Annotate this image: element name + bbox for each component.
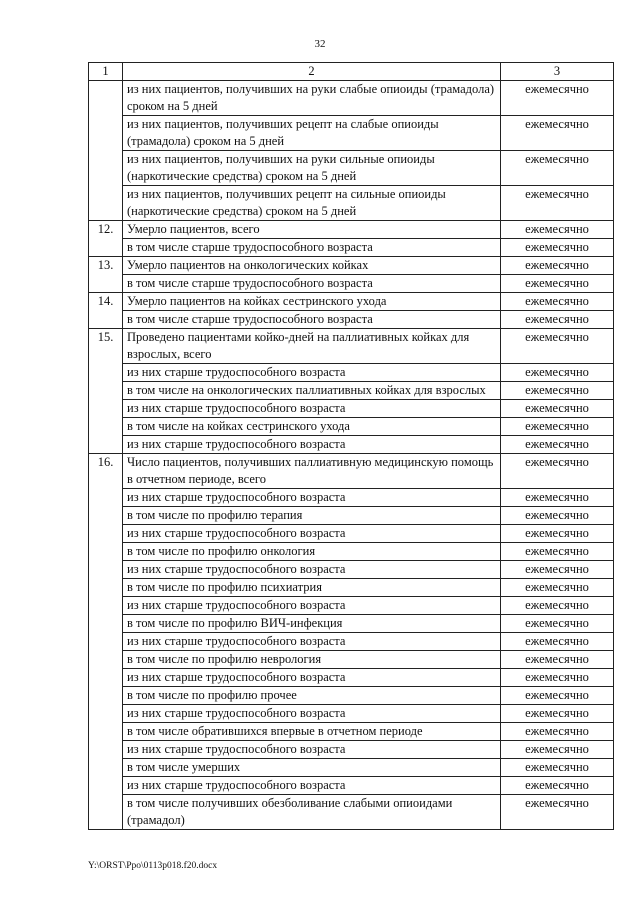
row-number: 12. <box>89 221 123 257</box>
table-row <box>89 454 614 489</box>
column-header-2: 2 <box>123 63 501 81</box>
indicator-text: из них старше трудоспособного возраста <box>123 597 501 615</box>
table-row <box>89 81 614 116</box>
table-row <box>89 221 614 239</box>
frequency-cell: ежемесячно <box>501 382 614 400</box>
frequency-cell: ежемесячно <box>501 116 614 151</box>
indicator-text: из них старше трудоспособного возраста <box>123 525 501 543</box>
table-row <box>89 116 614 151</box>
indicator-text: из них старше трудоспособного возраста <box>123 669 501 687</box>
table-row <box>89 364 614 382</box>
indicator-text: в том числе на койках сестринского ухода <box>123 418 501 436</box>
table-header-row <box>89 63 614 81</box>
table-row <box>89 186 614 221</box>
frequency-cell: ежемесячно <box>501 777 614 795</box>
frequency-cell: ежемесячно <box>501 257 614 275</box>
frequency-cell: ежемесячно <box>501 795 614 830</box>
table-row <box>89 561 614 579</box>
frequency-cell: ежемесячно <box>501 579 614 597</box>
table-row <box>89 651 614 669</box>
table-row <box>89 669 614 687</box>
table-row <box>89 723 614 741</box>
row-number: 15. <box>89 329 123 454</box>
row-number: 14. <box>89 293 123 329</box>
table-row <box>89 507 614 525</box>
frequency-cell: ежемесячно <box>501 759 614 777</box>
frequency-cell: ежемесячно <box>501 293 614 311</box>
indicator-text: из них старше трудоспособного возраста <box>123 777 501 795</box>
indicator-text: в том числе старше трудоспособного возраста <box>123 311 501 329</box>
table-row <box>89 151 614 186</box>
indicator-text: из них старше трудоспособного возраста <box>123 561 501 579</box>
table-row <box>89 579 614 597</box>
frequency-cell: ежемесячно <box>501 633 614 651</box>
indicator-text: Проведено пациентами койко-дней на паллиативных койках для взрослых, всего <box>123 329 501 364</box>
table-row <box>89 418 614 436</box>
frequency-cell: ежемесячно <box>501 364 614 382</box>
row-number: 13. <box>89 257 123 293</box>
frequency-cell: ежемесячно <box>501 311 614 329</box>
table-row <box>89 293 614 311</box>
frequency-cell: ежемесячно <box>501 400 614 418</box>
frequency-cell: ежемесячно <box>501 186 614 221</box>
indicator-text: Число пациентов, получивших паллиативную медицинскую помощь в отчетном периоде, всего <box>123 454 501 489</box>
row-number: 16. <box>89 454 123 830</box>
indicator-text: из них старше трудоспособного возраста <box>123 633 501 651</box>
indicator-text: из них пациентов, получивших на руки слабые опиоиды (трамадола) сроком на 5 дней <box>123 81 501 116</box>
frequency-cell: ежемесячно <box>501 329 614 364</box>
table-row <box>89 239 614 257</box>
frequency-cell: ежемесячно <box>501 651 614 669</box>
indicator-text: в том числе старше трудоспособного возраста <box>123 239 501 257</box>
indicator-text: из них старше трудоспособного возраста <box>123 741 501 759</box>
frequency-cell: ежемесячно <box>501 221 614 239</box>
indicator-text: в том числе по профилю психиатрия <box>123 579 501 597</box>
table-row <box>89 311 614 329</box>
indicator-text: из них пациентов, получивших рецепт на сильные опиоиды (наркотические средства) сроком на 5 дней <box>123 186 501 221</box>
table-row <box>89 489 614 507</box>
frequency-cell: ежемесячно <box>501 741 614 759</box>
indicator-text: в том числе по профилю прочее <box>123 687 501 705</box>
frequency-cell: ежемесячно <box>501 489 614 507</box>
table-row <box>89 436 614 454</box>
indicator-text: в том числе по профилю ВИЧ-инфекция <box>123 615 501 633</box>
frequency-cell: ежемесячно <box>501 687 614 705</box>
frequency-cell: ежемесячно <box>501 507 614 525</box>
table-row <box>89 257 614 275</box>
row-number <box>89 81 123 221</box>
column-header-1: 1 <box>89 63 123 81</box>
footer-file-path: Y:\ORST\Ppo\0113p018.f20.docx <box>88 861 218 871</box>
frequency-cell: ежемесячно <box>501 418 614 436</box>
frequency-cell: ежемесячно <box>501 543 614 561</box>
frequency-cell: ежемесячно <box>501 151 614 186</box>
indicator-text: в том числе старше трудоспособного возраста <box>123 275 501 293</box>
table-row <box>89 705 614 723</box>
table-row <box>89 759 614 777</box>
indicator-text: из них старше трудоспособного возраста <box>123 705 501 723</box>
indicator-text: в том числе по профилю неврология <box>123 651 501 669</box>
indicator-text: в том числе умерших <box>123 759 501 777</box>
frequency-cell: ежемесячно <box>501 81 614 116</box>
frequency-cell: ежемесячно <box>501 561 614 579</box>
indicator-text: из них пациентов, получивших на руки сильные опиоиды (наркотические средства) сроком на 5 дней <box>123 151 501 186</box>
indicator-text: из них старше трудоспособного возраста <box>123 436 501 454</box>
table-row <box>89 329 614 364</box>
table-row <box>89 382 614 400</box>
indicator-text: Умерло пациентов на койках сестринского ухода <box>123 293 501 311</box>
table-row <box>89 687 614 705</box>
page-number: 32 <box>314 38 326 50</box>
indicator-text: из них старше трудоспособного возраста <box>123 489 501 507</box>
table-row <box>89 795 614 830</box>
indicator-text: Умерло пациентов на онкологических койках <box>123 257 501 275</box>
table-row <box>89 777 614 795</box>
frequency-cell: ежемесячно <box>501 597 614 615</box>
frequency-cell: ежемесячно <box>501 436 614 454</box>
frequency-cell: ежемесячно <box>501 454 614 489</box>
indicator-text: в том числе по профилю терапия <box>123 507 501 525</box>
frequency-cell: ежемесячно <box>501 705 614 723</box>
indicator-text: Умерло пациентов, всего <box>123 221 501 239</box>
frequency-cell: ежемесячно <box>501 239 614 257</box>
table-row <box>89 525 614 543</box>
table-row <box>89 615 614 633</box>
indicator-text: из них старше трудоспособного возраста <box>123 364 501 382</box>
column-header-3: 3 <box>501 63 614 81</box>
table-row <box>89 741 614 759</box>
indicator-text: в том числе по профилю онкология <box>123 543 501 561</box>
frequency-cell: ежемесячно <box>501 669 614 687</box>
table-row <box>89 633 614 651</box>
frequency-cell: ежемесячно <box>501 275 614 293</box>
table-row <box>89 400 614 418</box>
frequency-cell: ежемесячно <box>501 525 614 543</box>
indicator-text: в том числе на онкологических паллиативных койках для взрослых <box>123 382 501 400</box>
indicator-text: из них пациентов, получивших рецепт на слабые опиоиды (трамадола) сроком на 5 дней <box>123 116 501 151</box>
table-body <box>89 81 614 830</box>
frequency-cell: ежемесячно <box>501 723 614 741</box>
table-row <box>89 275 614 293</box>
report-table <box>88 62 614 830</box>
indicator-text: в том числе обратившихся впервые в отчетном периоде <box>123 723 501 741</box>
frequency-cell: ежемесячно <box>501 615 614 633</box>
table-row <box>89 543 614 561</box>
indicator-text: из них старше трудоспособного возраста <box>123 400 501 418</box>
table-row <box>89 597 614 615</box>
indicator-text: в том числе получивших обезболивание слабыми опиоидами (трамадол) <box>123 795 501 830</box>
